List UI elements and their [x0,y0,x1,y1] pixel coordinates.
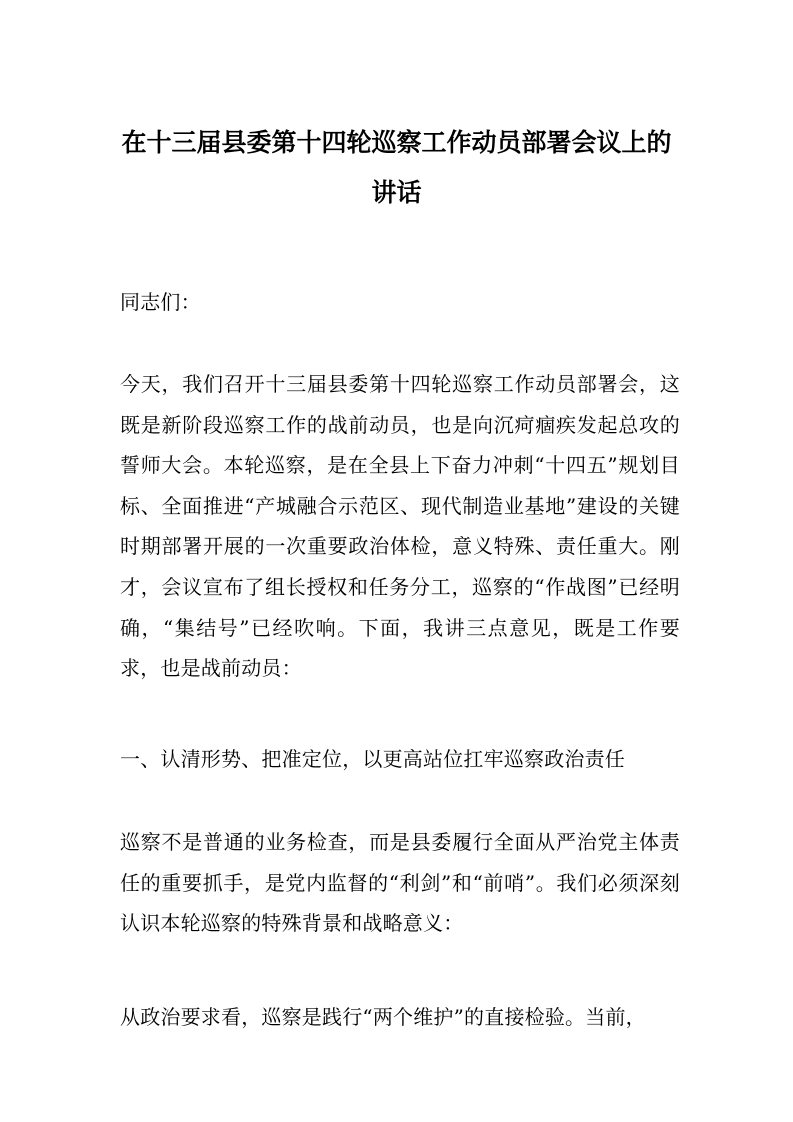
document-title-line1: 在十三届县委第十四轮巡察工作动员部署会议上的 [121,128,672,157]
document-title-line2: 讲话 [371,178,422,207]
paragraph-section1-intro: 巡察不是普通的业务检查，而是县委履行全面从严治党主体责任的重要抓手，是党内监督的“利剑”和“前哨”。我们必须深刻认识本轮巡察的特殊背景和战略意义： [120,830,680,936]
greeting: 同志们： [120,290,201,314]
section-heading-1: 一、认清形势、把准定位，以更高站位扛牢巡察政治责任 [120,747,625,771]
paragraph-political-requirement: 从政治要求看，巡察是践行“两个维护”的直接检验。当前， [120,1005,646,1029]
paragraph-intro: 今天，我们召开十三届县委第十四轮巡察工作动员部署会，这既是新阶段巡察工作的战前动员，也是向沉疴痼疾发起总攻的誓师大会。本轮巡察，是在全县上下奋力冲刺“十四五”规划目标、全面推进“产城融合示范区、现代制造业基地”建设的关键时期部署开展的一次重要政治体检，意义特殊、责任重大。刚才，会议宣布了组长授权和任务分工，巡察的“作战图”已经明确，“集结号”已经吹响。下面，我讲三点意见，既是工作要求，也是战前动员： [120,372,680,681]
